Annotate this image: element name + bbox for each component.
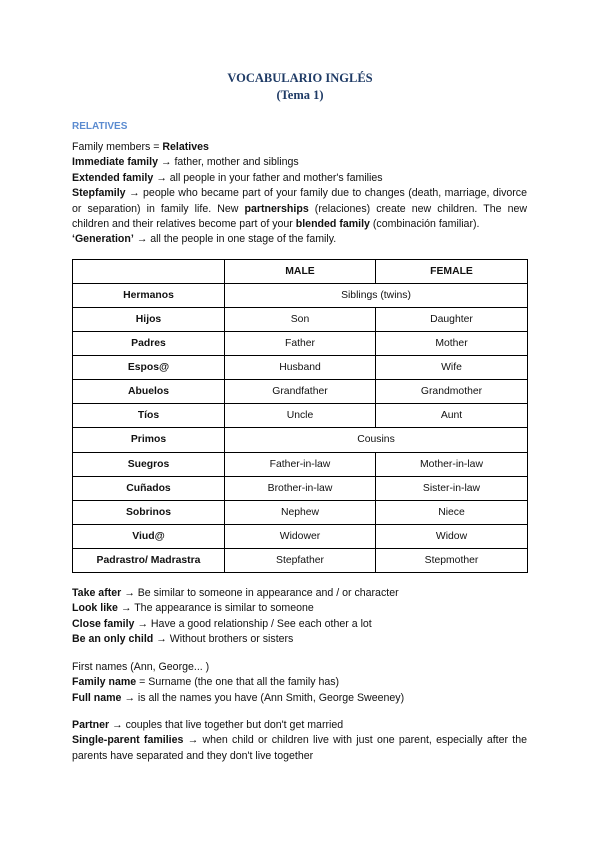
term-cell: Tíos <box>73 404 225 428</box>
female-cell: Niece <box>376 500 528 524</box>
shared-cell: Cousins <box>225 428 528 452</box>
phrase-item: Close family → Have a good relationship / See each other a lot <box>72 617 372 630</box>
male-cell: Nephew <box>225 500 376 524</box>
table-row <box>73 284 528 308</box>
shared-cell: Siblings (twins) <box>225 284 528 308</box>
table-row <box>73 332 528 356</box>
single-parent-paragraph: Single-parent families → when child or children live with just one parent, especially after the parents have separated and they don't live together <box>72 734 527 762</box>
intro-block <box>72 140 527 248</box>
male-cell: Brother-in-law <box>225 476 376 500</box>
term-cell: Viud@ <box>73 524 225 548</box>
family-vocabulary-table <box>72 259 528 573</box>
section-heading: RELATIVES <box>72 121 128 132</box>
intro-paragraph-stepfamily: Stepfamily → people who became part of your family due to changes (death, marriage, divorce or separation) in family life. New partnerships (relaciones) create new children. The new children and their relatives become part of your blended family (combinación familiar). <box>72 187 528 231</box>
female-cell: Mother <box>376 332 528 356</box>
term-cell: Espos@ <box>73 356 225 380</box>
term-cell: Padres <box>73 332 225 356</box>
intro-line-relatives: Family members = Relatives <box>72 141 209 153</box>
table-row <box>73 500 528 524</box>
term-cell: Padrastro/ Madrastra <box>73 548 225 572</box>
female-cell: Grandmother <box>376 380 528 404</box>
female-cell: Aunt <box>376 404 528 428</box>
male-cell: Husband <box>225 356 376 380</box>
table-row <box>73 452 528 476</box>
full-name-line: Full name → is all the names you have (Ann Smith, George Sweeney) <box>72 691 405 704</box>
term-cell: Primos <box>73 428 225 452</box>
table-row <box>73 548 528 572</box>
page-subtitle: (Tema 1) <box>276 88 324 102</box>
female-cell: Sister-in-law <box>376 476 528 500</box>
male-cell: Grandfather <box>225 380 376 404</box>
table-row <box>73 356 528 380</box>
table-row <box>73 380 528 404</box>
female-cell: Daughter <box>376 308 528 332</box>
table-header-cell <box>73 260 225 284</box>
phrases-block <box>72 586 527 648</box>
male-cell: Father <box>225 332 376 356</box>
intro-line-immediate: Immediate family → father, mother and siblings <box>72 156 299 169</box>
term-cell: Suegros <box>73 452 225 476</box>
male-cell: Stepfather <box>225 548 376 572</box>
table-header-cell: FEMALE <box>376 260 528 284</box>
phrase-item: Look like → The appearance is similar to someone <box>72 602 314 615</box>
term-cell: Abuelos <box>73 380 225 404</box>
table-row <box>73 404 528 428</box>
intro-line-extended: Extended family → all people in your father and mother's families <box>72 171 383 184</box>
first-names-line: First names (Ann, George... ) <box>72 661 210 673</box>
female-cell: Widow <box>376 524 528 548</box>
page-title: VOCABULARIO INGLÉS <box>227 71 373 85</box>
female-cell: Mother-in-law <box>376 452 528 476</box>
male-cell: Widower <box>225 524 376 548</box>
names-block <box>72 660 527 706</box>
table-row <box>73 524 528 548</box>
family-name-line: Family name = Surname (the one that all the family has) <box>72 676 340 689</box>
term-cell: Hijos <box>73 308 225 332</box>
partner-block <box>72 718 527 764</box>
table-header-row <box>73 260 528 284</box>
partner-line: Partner → couples that live together but don't get married <box>72 719 344 731</box>
term-cell: Hermanos <box>73 284 225 308</box>
table-row <box>73 308 528 332</box>
male-cell: Uncle <box>225 404 376 428</box>
intro-line-generation: ‘Generation’ → all the people in one stage of the family. <box>72 233 337 246</box>
table-header-cell: MALE <box>225 260 376 284</box>
phrase-item: Take after → Be similar to someone in appearance and / or character <box>72 587 399 599</box>
table-row <box>73 428 528 452</box>
male-cell: Father-in-law <box>225 452 376 476</box>
table-row <box>73 476 528 500</box>
phrase-item: Be an only child → Without brothers or sisters <box>72 633 294 646</box>
term-cell: Cuñados <box>73 476 225 500</box>
term-cell: Sobrinos <box>73 500 225 524</box>
female-cell: Stepmother <box>376 548 528 572</box>
female-cell: Wife <box>376 356 528 380</box>
male-cell: Son <box>225 308 376 332</box>
